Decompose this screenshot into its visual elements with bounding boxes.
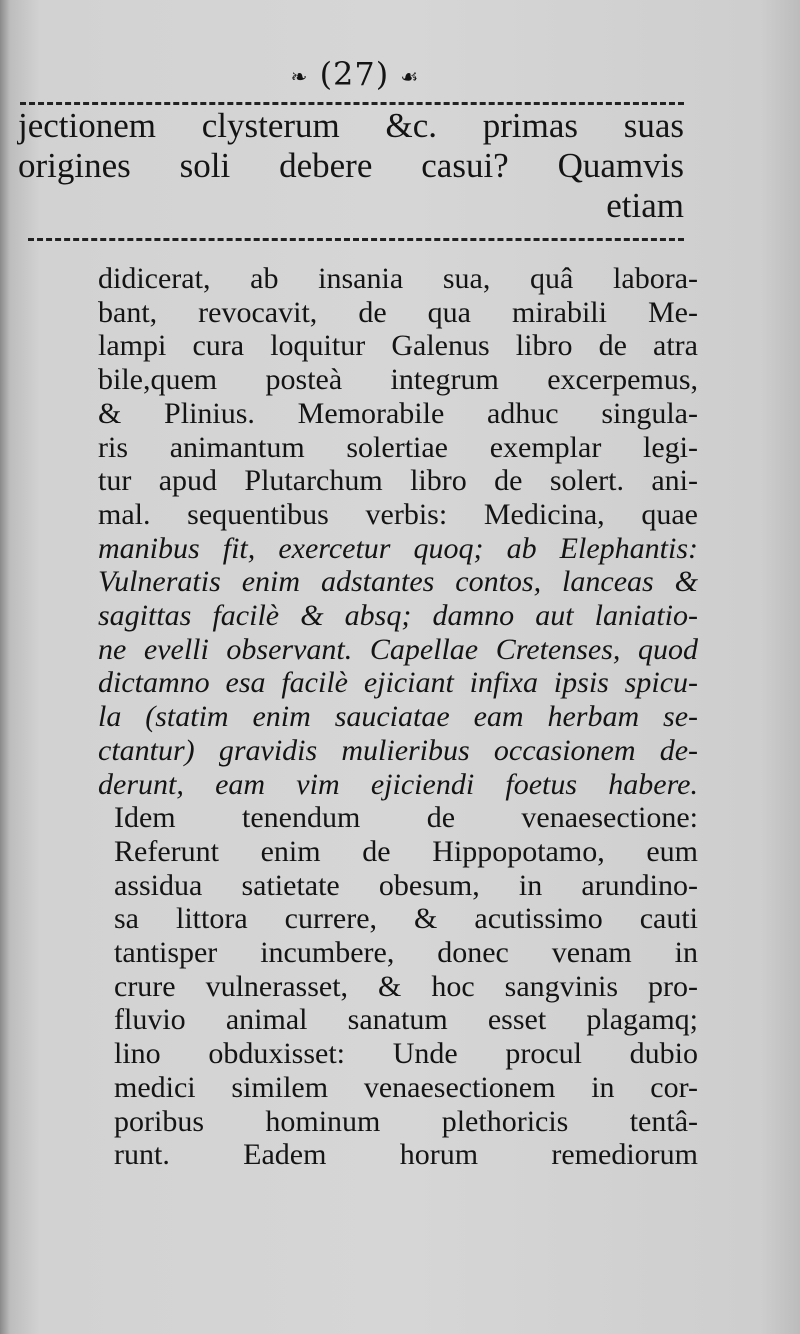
text-line: lampi cura loquitur Galenus libro de atra	[98, 329, 698, 363]
text-line: la (statim enim sauciatae eam herbam se-	[98, 700, 698, 734]
text-line: bant, revocavit, de qua mirabili Me-	[98, 295, 698, 329]
text-line: mal. sequentibus verbis: Medicina, quae	[98, 497, 698, 531]
section-rule	[28, 238, 684, 241]
text-line: ctantur) gravidis mulieribus occasionem de-	[98, 733, 698, 767]
text-line: bile,quem posteà integrum excerpemus,	[98, 363, 698, 397]
text-line: fluvio animal sanatum esset plagamq;	[114, 1003, 698, 1037]
page-header	[230, 55, 480, 93]
text-line: jectionem clysterum &c. primas suas	[18, 106, 684, 145]
text-line: dictamno esa facilè ejiciant infixa ipsis spicu-	[98, 666, 698, 700]
text-line: manibus fit, exercetur quoq; ab Elephantis:	[98, 531, 698, 565]
continued-text	[18, 106, 684, 226]
text-line: crure vulnerasset, & hoc sangvinis pro-	[114, 969, 698, 1003]
left-ornament: ❧	[290, 64, 309, 89]
header-rule	[20, 102, 684, 105]
text-line: medici similem venaesectionem in cor-	[114, 1070, 698, 1104]
body-text	[98, 262, 698, 1172]
page-number: (27)	[319, 55, 390, 93]
catchword: etiam	[606, 186, 684, 225]
text-line: origines soli debere casui? Quamvis	[18, 146, 684, 185]
text-line: ne evelli observant. Capellae Cretenses, quod	[98, 632, 698, 666]
text-line: Idem tenendum de venaesectione:	[114, 801, 698, 835]
text-line: sa littora currere, & acutissimo cauti	[114, 902, 698, 936]
text-line: tantisper incumbere, donec venam in	[114, 936, 698, 970]
text-line: ris animantum solertiae exemplar legi-	[98, 430, 698, 464]
text-line: tur apud Plutarchum libro de solert. ani-	[98, 464, 698, 498]
text-line: didicerat, ab insania sua, quâ labora-	[98, 262, 698, 295]
text-line: & Plinius. Memorabile adhuc singula-	[98, 396, 698, 430]
text-line: lino obduxisset: Unde procul dubio	[114, 1037, 698, 1071]
right-ornament: ☙	[400, 64, 420, 89]
text-line: Vulneratis enim adstantes contos, lanceas &	[98, 565, 698, 599]
text-line: derunt, eam vim ejiciendi foetus habere.	[98, 767, 698, 801]
text-line: assidua satietate obesum, in arundino-	[114, 868, 698, 902]
text-line: runt. Eadem horum remediorum	[114, 1138, 698, 1172]
text-line: poribus hominum plethoricis tentâ-	[114, 1104, 698, 1138]
text-line: Referunt enim de Hippopotamo, eum	[114, 834, 698, 868]
text-line: sagittas facilè & absq; damno aut laniatio-	[98, 599, 698, 633]
